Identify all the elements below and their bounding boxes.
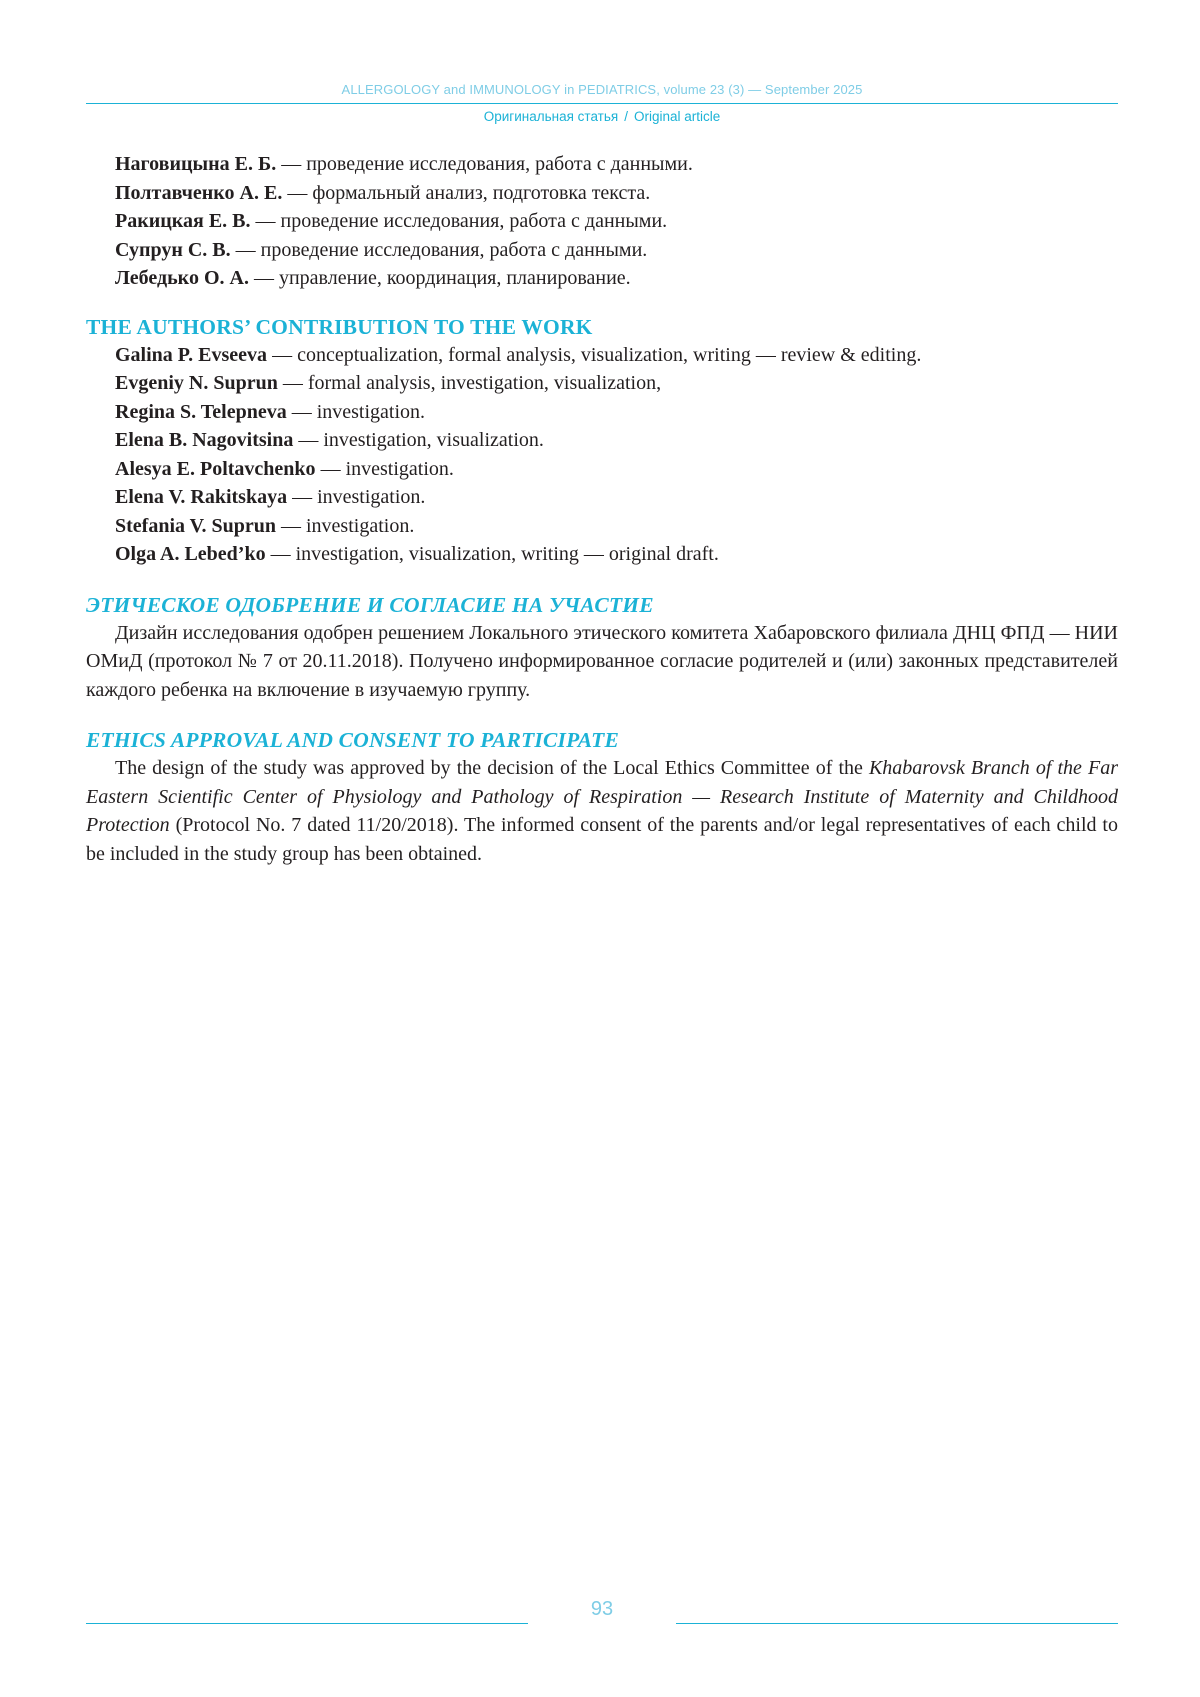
author-name: Stefania V. Suprun bbox=[115, 514, 276, 537]
contributions-en-heading: THE AUTHORS’ CONTRIBUTION TO THE WORK bbox=[86, 314, 593, 339]
contribution-en-item bbox=[86, 455, 1118, 484]
article-type bbox=[86, 109, 1118, 124]
contribution-en-item bbox=[86, 369, 1118, 398]
article-type-separator: / bbox=[624, 109, 628, 124]
author-name: Полтавченко А. Е. bbox=[115, 181, 283, 204]
author-role: — проведение исследования, работа с данными. bbox=[276, 153, 693, 175]
running-head: ALLERGOLOGY and IMMUNOLOGY in PEDIATRICS, volume 23 (3) — September 2025 bbox=[341, 82, 863, 97]
author-name: Наговицына Е. Б. bbox=[115, 153, 277, 175]
author-name: Alesya E. Poltavchenko bbox=[115, 457, 316, 480]
ethics-ru-paragraph: Дизайн исследования одобрен решением Локального этического комитета Хабаровского филиала ДНЦ ФПД — НИИ ОМиД (протокол № 7 от 20.11.2018). Получено информированное согласие родителей и (или) законных представителей каждого ребенка на включение в изучаемую группу. bbox=[86, 621, 1118, 701]
contribution-en-item bbox=[86, 483, 1118, 512]
contribution-en-item bbox=[86, 398, 1118, 427]
page-content bbox=[86, 150, 1118, 868]
contribution-ru-item bbox=[86, 150, 1118, 179]
author-role: — investigation. bbox=[287, 486, 426, 508]
contribution-ru-item bbox=[86, 264, 1118, 293]
article-type-ru: Оригинальная статья bbox=[483, 109, 619, 124]
author-name: Galina P. Evseeva bbox=[115, 343, 268, 366]
contribution-ru-item bbox=[86, 236, 1118, 265]
author-name: Лебедько О. А. bbox=[115, 267, 249, 289]
contributions-ru-list bbox=[86, 150, 1118, 293]
author-name: Супрун С. В. bbox=[115, 238, 231, 261]
author-name: Olga A. Lebed’ko bbox=[115, 543, 266, 565]
author-name: Regina S. Telepneva bbox=[115, 400, 287, 423]
ethics-en-heading: ETHICS APPROVAL AND CONSENT TO PARTICIPATE bbox=[86, 728, 620, 752]
author-role: — проведение исследования, работа с данными. bbox=[250, 210, 668, 232]
author-role: — investigation. bbox=[286, 400, 426, 423]
author-name: Evgeniy N. Suprun bbox=[115, 372, 278, 394]
ethics-en-institution: Khabarovsk Branch of the Far Eastern Scientific Center of Physiology and Pathology of Respiration — Research Institute of Maternity and Childhood Protection bbox=[86, 757, 1118, 836]
footer-rule-left bbox=[86, 1623, 528, 1624]
contribution-en-item bbox=[86, 426, 1118, 455]
contribution-ru-item bbox=[86, 207, 1118, 236]
author-role: — управление, координация, планирование. bbox=[248, 267, 631, 289]
author-role: — formal analysis, investigation, visualization, bbox=[277, 372, 662, 394]
contribution-en-item bbox=[86, 512, 1118, 541]
contributions-en-list bbox=[86, 341, 1118, 569]
author-role: — формальный анализ, подготовка текста. bbox=[282, 181, 651, 204]
author-name: Elena V. Rakitskaya bbox=[115, 486, 288, 508]
contribution-en-item bbox=[86, 540, 1118, 569]
author-name: Ракицкая Е. В. bbox=[115, 210, 251, 232]
ethics-en-paragraph bbox=[86, 754, 1118, 868]
footer-rule-right bbox=[676, 1623, 1118, 1624]
ethics-en-text-after: (Protocol No. 7 dated 11/20/2018). The informed consent of the parents and/or legal representatives of each child to be included in the study group has been obtained. bbox=[86, 814, 1118, 865]
contribution-ru-item bbox=[86, 179, 1118, 208]
article-type-en: Original article bbox=[633, 109, 721, 124]
author-name: Elena B. Nagovitsina bbox=[115, 429, 294, 451]
contribution-en-item bbox=[86, 341, 1118, 370]
author-role: — investigation. bbox=[315, 457, 454, 480]
ethics-en-text-before: The design of the study was approved by the decision of the Local Ethics Committee of the bbox=[115, 757, 869, 779]
ethics-ru-heading: ЭТИЧЕСКОЕ ОДОБРЕНИЕ И СОГЛАСИЕ НА УЧАСТИЕ bbox=[86, 592, 654, 617]
author-role: — conceptualization, formal analysis, visualization, writing — review & editing. bbox=[267, 343, 922, 366]
author-role: — investigation. bbox=[276, 514, 415, 537]
author-role: — проведение исследования, работа с данными. bbox=[230, 238, 648, 261]
author-role: — investigation, visualization, writing — original draft. bbox=[265, 543, 719, 565]
page-number: 93 bbox=[590, 1598, 614, 1620]
header-rule bbox=[86, 103, 1118, 104]
author-role: — investigation, visualization. bbox=[293, 429, 544, 451]
